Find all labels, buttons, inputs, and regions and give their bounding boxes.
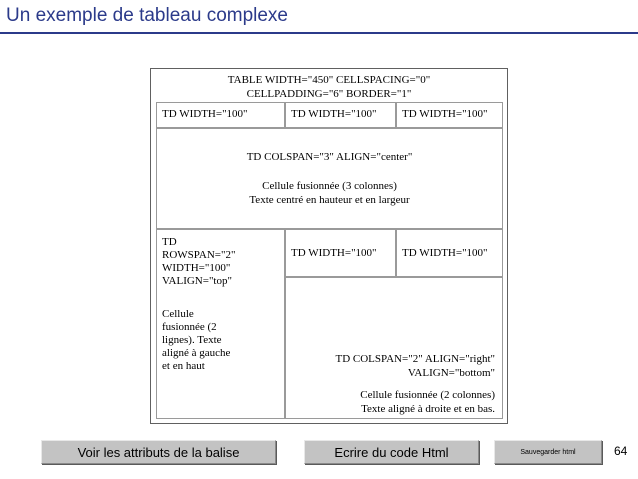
cell-colspan-3 xyxy=(156,128,503,229)
colspan2-desc-line1: Cellule fusionnée (2 colonnes) xyxy=(360,389,495,401)
rowspan-desc-line: Cellule xyxy=(162,308,194,320)
rowspan-attr-line: ROWSPAN="2" xyxy=(162,249,236,261)
rowspan-desc-line: lignes). Texte xyxy=(162,334,222,346)
rowspan-attr-line: TD xyxy=(162,236,177,248)
cell-row3-col3 xyxy=(396,229,503,277)
cell-row1-col3 xyxy=(396,102,503,128)
page-number: 64 xyxy=(614,444,628,458)
colspan2-attr-line2: VALIGN="bottom" xyxy=(407,367,495,379)
rowspan-attr-text xyxy=(162,236,235,288)
colspan2-attr-line1: TD COLSPAN="2" ALIGN="right" xyxy=(335,353,495,365)
table-demo xyxy=(150,68,508,424)
cell-rowspan-2 xyxy=(156,229,285,419)
cell-row1-col1-text: TD WIDTH="100" xyxy=(162,108,248,120)
write-html-code-button[interactable]: Ecrire du code Html xyxy=(304,440,479,464)
rowspan-desc-line: fusionnée (2 xyxy=(162,321,217,333)
cell-colspan-2 xyxy=(285,277,503,419)
colspan2-desc-line2: Texte aligné à droite et en bas. xyxy=(361,403,495,415)
colspan3-attr-text: TD COLSPAN="3" ALIGN="center" xyxy=(246,151,413,163)
save-html-button[interactable]: Sauvegarder html xyxy=(494,440,602,464)
show-attributes-button[interactable]: Voir les attributs de la balise xyxy=(41,440,276,464)
rowspan-desc-line: et en haut xyxy=(162,360,205,372)
cell-row1-col2-text: TD WIDTH="100" xyxy=(291,108,377,120)
cell-row1-col2 xyxy=(285,102,396,128)
cell-row1-col3-text: TD WIDTH="100" xyxy=(402,108,488,120)
rowspan-attr-line: VALIGN="top" xyxy=(162,275,232,287)
cell-row3-col2 xyxy=(285,229,396,277)
title-divider xyxy=(0,32,638,34)
rowspan-desc-text xyxy=(162,308,230,373)
cell-row3-col3-text: TD WIDTH="100" xyxy=(402,247,488,259)
colspan3-desc-line2: Texte centré en hauteur et en largeur xyxy=(249,194,410,206)
table-caption-line1: TABLE WIDTH="450" CELLSPACING="0" xyxy=(227,74,431,86)
cell-row1-col1 xyxy=(156,102,285,128)
rowspan-desc-line: aligné à gauche xyxy=(162,347,231,359)
slide-title: Un exemple de tableau complexe xyxy=(6,5,289,26)
table-caption-line2: CELLPADDING="6" BORDER="1" xyxy=(246,88,412,100)
rowspan-attr-line: WIDTH="100" xyxy=(162,262,231,274)
colspan3-desc-line1: Cellule fusionnée (3 colonnes) xyxy=(262,180,397,192)
cell-row3-col2-text: TD WIDTH="100" xyxy=(291,247,377,259)
